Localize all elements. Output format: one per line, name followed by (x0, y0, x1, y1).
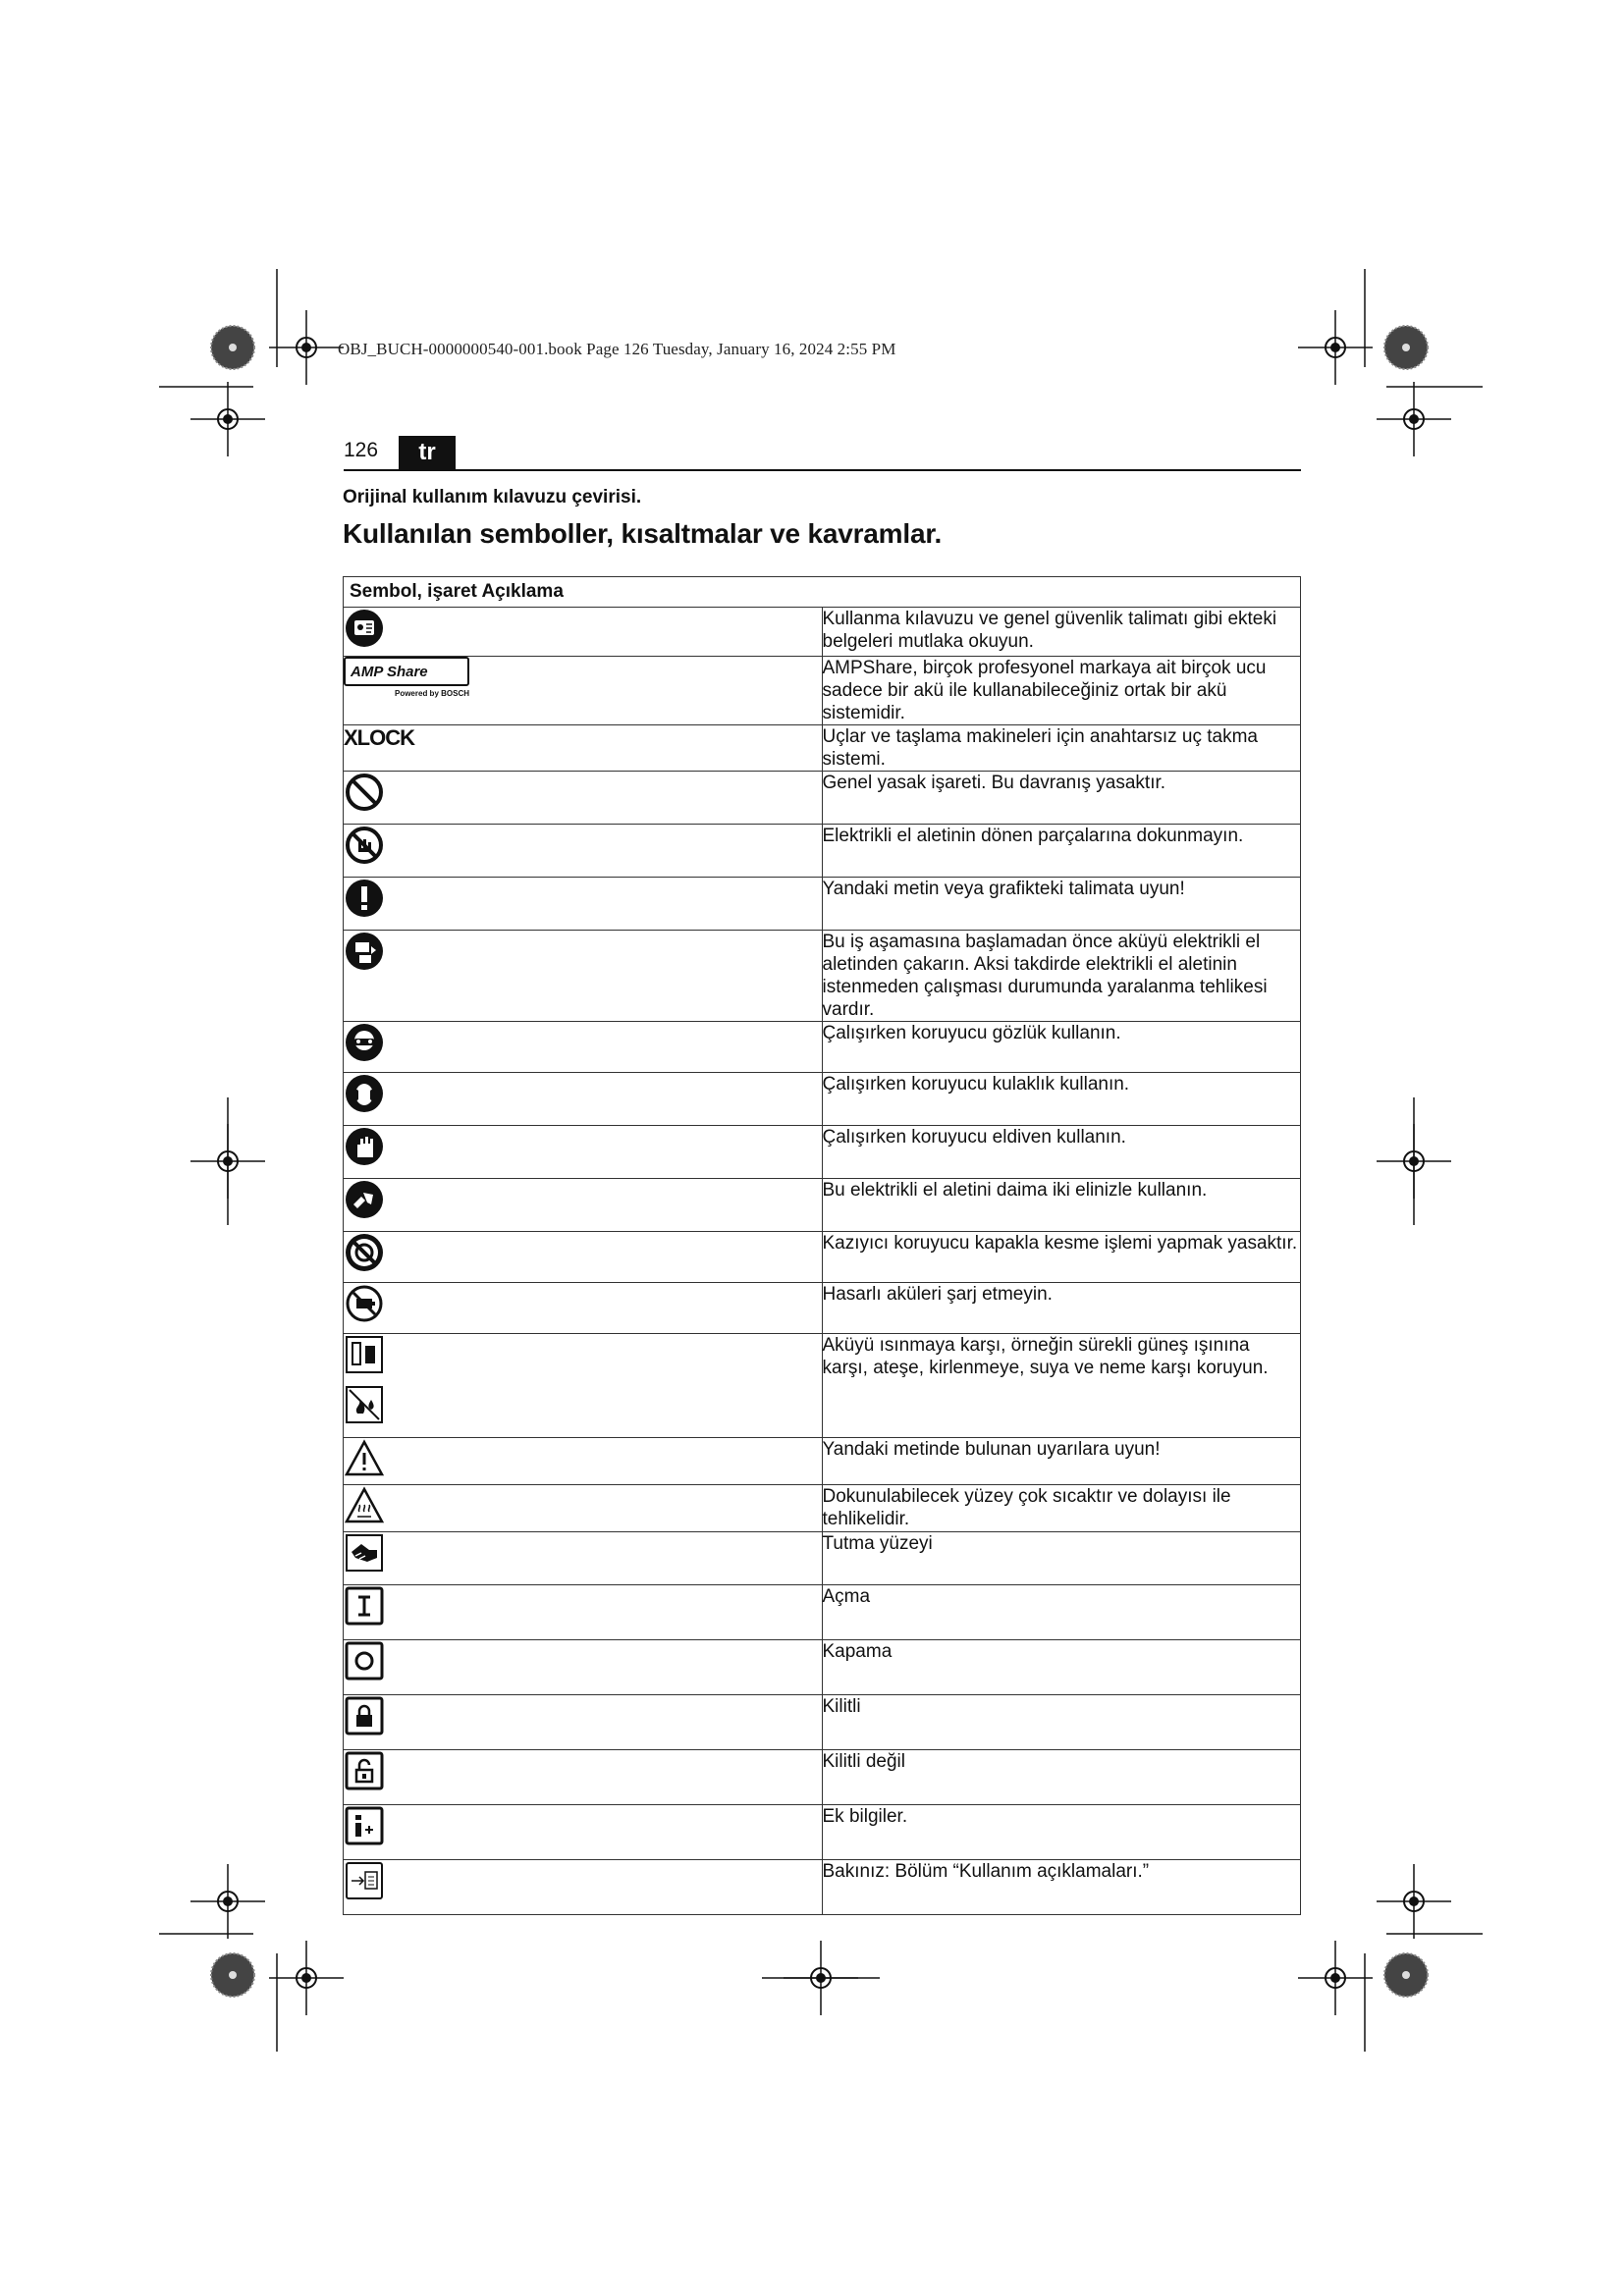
two-hands-icon (344, 1179, 385, 1220)
symbol-cell (344, 657, 823, 725)
xlock-logo: XLOCK (344, 725, 414, 750)
no-cutting-with-guard-icon (344, 1232, 385, 1273)
warning-triangle-icon (344, 1438, 385, 1479)
symbol-cell (344, 1073, 823, 1126)
table-row (344, 1073, 1301, 1126)
description-cell: Ek bilgiler. (822, 1805, 1301, 1860)
description-cell: Kilitli değil (822, 1750, 1301, 1805)
symbol-cell (344, 725, 823, 772)
see-section-icon (344, 1860, 385, 1901)
table-row (344, 1532, 1301, 1585)
symbol-cell (344, 1485, 823, 1532)
table-row (344, 1334, 1301, 1438)
table-row (344, 772, 1301, 825)
symbol-cell (344, 1585, 823, 1640)
symbol-cell (344, 1805, 823, 1860)
table-row (344, 608, 1301, 657)
section-subtitle: Orijinal kullanım kılavuzu çevirisi. (343, 487, 642, 507)
symbol-cell (344, 1334, 823, 1438)
section-title: Kullanılan semboller, kısaltmalar ve kavramlar. (343, 518, 943, 549)
symbols-table (343, 576, 1301, 1915)
description-cell: Kapama (822, 1640, 1301, 1695)
table-row (344, 1750, 1301, 1805)
description-cell: Aküyü ısınmaya karşı, örneğin sürekli güneş ışınına karşı, ateşe, kirlenmeye, suya ve neme karşı koruyun. (822, 1334, 1301, 1438)
description-cell: Çalışırken koruyucu kulaklık kullanın. (822, 1073, 1301, 1126)
page-number: 126 (344, 439, 379, 461)
description-cell: Kullanma kılavuzu ve genel güvenlik talimatı gibi ekteki belgeleri mutlaka okuyun. (822, 608, 1301, 657)
symbol-cell (344, 931, 823, 1022)
unlocked-icon (344, 1750, 385, 1791)
prohibition-icon (344, 772, 385, 813)
battery-fire-water-icon (344, 1384, 385, 1425)
table-row (344, 1805, 1301, 1860)
table-row (344, 1585, 1301, 1640)
ampshare-logo-sub: Powered by BOSCH (394, 689, 469, 698)
language-badge: tr (399, 436, 456, 469)
description-cell: Tutma yüzeyi (822, 1532, 1301, 1585)
remove-battery-icon (344, 931, 385, 972)
battery-protect-icons (344, 1334, 822, 1430)
table-row (344, 825, 1301, 878)
locked-icon (344, 1695, 385, 1736)
description-cell: Açma (822, 1585, 1301, 1640)
symbol-cell (344, 1283, 823, 1334)
table-row (344, 1485, 1301, 1532)
read-manual-icon (344, 608, 385, 649)
symbol-cell (344, 878, 823, 931)
description-cell: Kazıyıcı koruyucu kapakla kesme işlemi yapmak yasaktır. (822, 1232, 1301, 1283)
info-icon (344, 1805, 385, 1846)
description-cell: Kilitli (822, 1695, 1301, 1750)
description-cell: Bu iş aşamasına başlamadan önce aküyü elektrikli el aletinden çakarın. Aksi takdirde elektrikli el aletinin istenmeden çalışması durumunda yaralanma tehlikesi vardır. (822, 931, 1301, 1022)
description-cell: Hasarlı aküleri şarj etmeyin. (822, 1283, 1301, 1334)
table-row (344, 1283, 1301, 1334)
symbol-cell (344, 772, 823, 825)
no-touch-rotating-parts-icon (344, 825, 385, 866)
grip-surface-icon (344, 1532, 385, 1574)
ear-protection-icon (344, 1073, 385, 1114)
table-row (344, 1860, 1301, 1915)
description-cell: Uçlar ve taşlama makineleri için anahtarsız uç takma sistemi. (822, 725, 1301, 772)
table-header-row (344, 577, 1301, 608)
symbol-cell (344, 1695, 823, 1750)
table-row (344, 1640, 1301, 1695)
table-row (344, 725, 1301, 772)
protective-gloves-icon (344, 1126, 385, 1167)
symbol-cell (344, 1640, 823, 1695)
table-row (344, 931, 1301, 1022)
table-row (344, 657, 1301, 725)
table-row (344, 1179, 1301, 1232)
table-row (344, 878, 1301, 931)
symbol-cell (344, 1532, 823, 1585)
symbol-cell (344, 1179, 823, 1232)
table-row (344, 1126, 1301, 1179)
no-charge-damaged-battery-icon (344, 1283, 385, 1324)
ampshare-logo (344, 657, 469, 698)
safety-goggles-icon (344, 1022, 385, 1063)
print-header: OBJ_BUCH-0000000540-001.book Page 126 Tuesday, January 16, 2024 2:55 PM (338, 340, 896, 358)
power-off-icon (344, 1640, 385, 1682)
battery-temperature-icon (344, 1334, 385, 1375)
symbol-cell (344, 1438, 823, 1485)
table-row (344, 1232, 1301, 1283)
description-cell: AMPShare, birçok profesyonel markaya ait birçok ucu sadece bir akü ile kullanabileceğiniz ortak bir akü sistemidir. (822, 657, 1301, 725)
description-cell: Çalışırken koruyucu eldiven kullanın. (822, 1126, 1301, 1179)
ampshare-logo-text: AMP Share (351, 663, 428, 680)
symbol-cell (344, 608, 823, 657)
power-on-icon (344, 1585, 385, 1627)
symbol-cell (344, 825, 823, 878)
description-cell: Bu elektrikli el aletini daima iki elinizle kullanın. (822, 1179, 1301, 1232)
description-cell: Genel yasak işareti. Bu davranış yasaktır. (822, 772, 1301, 825)
table-row (344, 1438, 1301, 1485)
mandatory-instruction-icon (344, 878, 385, 919)
symbol-cell (344, 1022, 823, 1073)
symbol-cell (344, 1232, 823, 1283)
description-cell: Yandaki metin veya grafikteki talimata uyun! (822, 878, 1301, 931)
symbol-cell (344, 1860, 823, 1915)
description-cell: Yandaki metinde bulunan uyarılara uyun! (822, 1438, 1301, 1485)
description-cell: Elektrikli el aletinin dönen parçalarına dokunmayın. (822, 825, 1301, 878)
table-header: Sembol, işaret Açıklama (344, 577, 1301, 608)
hot-surface-icon (344, 1485, 385, 1526)
table-row (344, 1695, 1301, 1750)
table-row (344, 1022, 1301, 1073)
description-cell: Dokunulabilecek yüzey çok sıcaktır ve dolayısı ile tehlikelidir. (822, 1485, 1301, 1532)
description-cell: Bakınız: Bölüm “Kullanım açıklamaları.” (822, 1860, 1301, 1915)
symbol-cell (344, 1126, 823, 1179)
symbol-cell (344, 1750, 823, 1805)
description-cell: Çalışırken koruyucu gözlük kullanın. (822, 1022, 1301, 1073)
page-header (344, 436, 1301, 471)
